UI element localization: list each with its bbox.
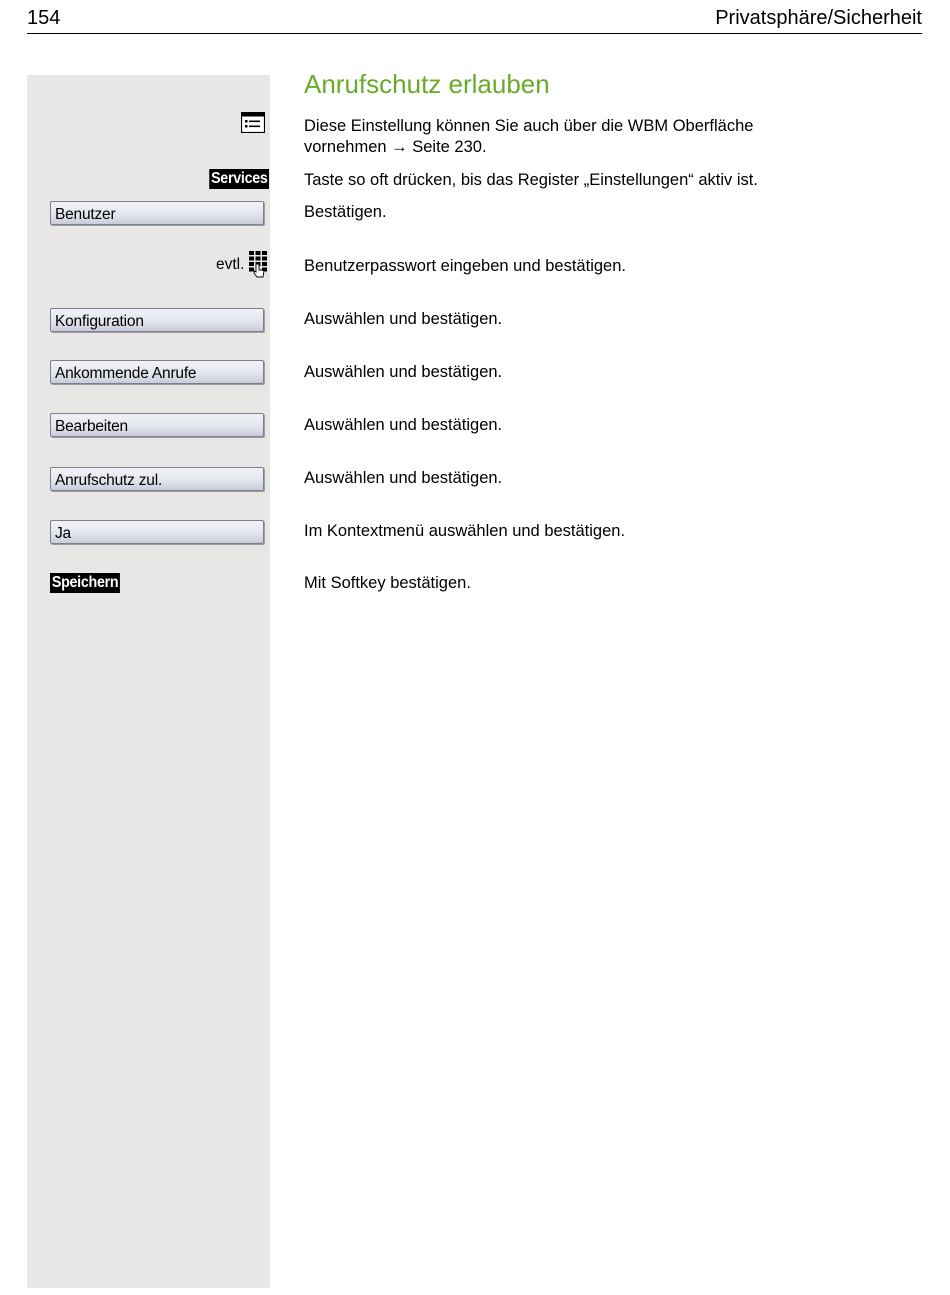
anrufschutz-button[interactable]: Anrufschutz zul. xyxy=(50,467,264,491)
konfiguration-button[interactable]: Konfiguration xyxy=(50,308,264,332)
evtl-label: evtl. xyxy=(216,256,245,273)
ja-desc: Im Kontextmenü auswählen und bestätigen. xyxy=(304,522,626,540)
keypad-icon xyxy=(248,250,268,278)
wbm-hint xyxy=(304,116,864,158)
wbm-hint-line2: vornehmen → Seite 230. xyxy=(304,138,487,156)
wbm-hint-line1: Diese Einstellung können Sie auch über die WBM Oberfläche xyxy=(304,117,754,135)
speichern-desc: Mit Softkey bestätigen. xyxy=(304,574,471,592)
konfiguration-desc: Auswählen und bestätigen. xyxy=(304,310,503,328)
page-number: 154 xyxy=(27,7,61,29)
anrufschutz-desc: Auswählen und bestätigen. xyxy=(304,469,503,487)
ankommende-desc: Auswählen und bestätigen. xyxy=(304,363,503,381)
ja-button[interactable]: Ja xyxy=(50,520,264,544)
speichern-softkey[interactable]: Speichern xyxy=(51,574,119,591)
services-softkey[interactable]: Services xyxy=(210,170,268,187)
bearbeiten-desc: Auswählen und bestätigen. xyxy=(304,416,503,434)
bearbeiten-button[interactable]: Bearbeiten xyxy=(50,413,264,437)
page-title: Anrufschutz erlauben xyxy=(304,69,550,99)
ankommende-anrufe-button[interactable]: Ankommende Anrufe xyxy=(50,360,264,384)
benutzer-desc: Bestätigen. xyxy=(304,203,387,221)
section-title: Privatsphäre/Sicherheit xyxy=(715,7,922,29)
menu-list-icon xyxy=(241,112,265,133)
services-desc: Taste so oft drücken, bis das Register „Einstellungen“ aktiv ist. xyxy=(304,171,758,189)
password-desc: Benutzerpasswort eingeben und bestätigen. xyxy=(304,257,626,275)
benutzer-button[interactable]: Benutzer xyxy=(50,201,264,225)
page-header xyxy=(27,6,922,34)
